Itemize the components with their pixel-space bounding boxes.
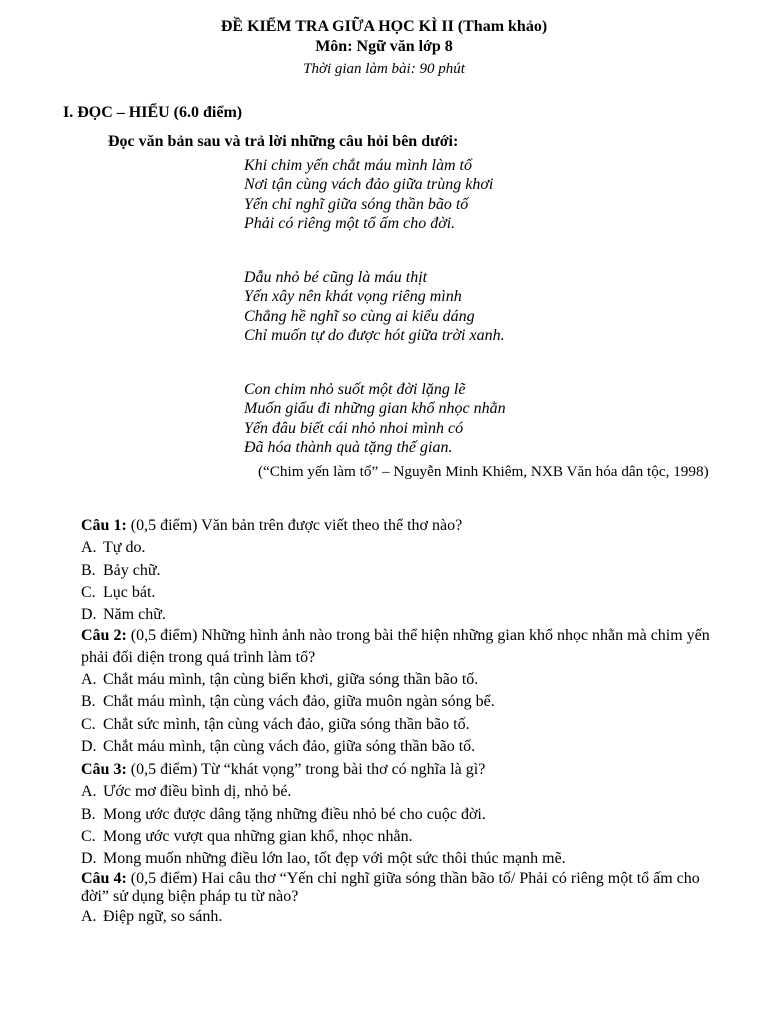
- poem-line: Khi chim yến chắt máu mình làm tổ: [244, 157, 472, 174]
- option-text: Chắt máu mình, tận cùng vách đảo, giữa muôn ngàn sóng bể.: [103, 693, 495, 711]
- option-letter: A.: [81, 671, 97, 688]
- option-letter: B.: [81, 805, 96, 823]
- option-letter: C.: [81, 827, 96, 845]
- option-letter: D.: [81, 606, 97, 624]
- option-letter: B.: [81, 693, 96, 711]
- answer-option-c: [81, 826, 711, 848]
- option-letter: D.: [81, 850, 97, 868]
- question-label: Câu 3:: [81, 761, 127, 778]
- option-letter: A.: [81, 539, 97, 557]
- answer-option-a: [81, 906, 711, 928]
- poem-line: Con chim nhỏ suốt một đời lặng lẽ: [244, 381, 466, 398]
- exam-subject: Môn: Ngữ văn lớp 8: [315, 38, 453, 55]
- question-text: (0,5 điểm) Văn bản trên được viết theo thể thơ nào?: [126, 517, 463, 534]
- poem-line: Yến đâu biết cái nhỏ nhoi mình có: [244, 419, 464, 437]
- answer-option-c: [81, 582, 711, 604]
- option-text: Năm chữ.: [103, 606, 166, 624]
- question-label: Câu 2:: [81, 627, 127, 644]
- option-letter: C.: [81, 715, 96, 733]
- section-heading: I. ĐỌC – HIỂU (6.0 điểm): [63, 104, 243, 121]
- answer-option-b: [81, 691, 711, 713]
- answer-option-a: [81, 669, 711, 691]
- poem-line: Nơi tận cùng vách đảo giữa trùng khơi: [244, 176, 494, 194]
- exam-time: Thời gian làm bài: 90 phút: [303, 61, 465, 77]
- option-text: Ước mơ điều bình dị, nhỏ bé.: [103, 783, 292, 801]
- poem-stanza: [244, 268, 505, 345]
- answer-option-b: [81, 804, 711, 826]
- option-text: Mong ước được dâng tặng những điều nhỏ bé cho cuộc đời.: [103, 805, 486, 823]
- question-prompt: [81, 515, 711, 537]
- option-letter: A.: [81, 783, 97, 801]
- question-1: [81, 515, 711, 626]
- option-letter: C.: [81, 583, 96, 601]
- option-text: Bảy chữ.: [103, 561, 161, 579]
- answer-option-c: [81, 714, 711, 736]
- poem-stanza: [244, 156, 493, 233]
- option-letter: D.: [81, 737, 97, 755]
- answer-option-d: [81, 848, 711, 870]
- poem-line: Phải có riêng một tổ ấm cho đời.: [244, 214, 456, 232]
- question-prompt: [81, 870, 711, 906]
- poem-source: (“Chim yến làm tổ” – Nguyễn Minh Khiêm, NXB Văn hóa dân tộc, 1998): [258, 463, 709, 480]
- question-prompt: [81, 625, 711, 669]
- question-4: [81, 870, 711, 928]
- question-2: [81, 625, 711, 758]
- option-letter: A.: [81, 908, 97, 925]
- poem-line: Yến chỉ nghĩ giữa sóng thần bão tố: [244, 195, 469, 213]
- answer-option-b: [81, 560, 711, 582]
- question-text: (0,5 điểm) Những hình ảnh nào trong bài thể hiện những gian khổ nhọc nhằn mà chim yến phải đối diện trong quá trình làm tổ?: [81, 627, 710, 666]
- reading-instruction: Đọc văn bản sau và trả lời những câu hỏi bên dưới:: [108, 133, 459, 150]
- answer-option-d: [81, 604, 711, 626]
- answer-option-a: [81, 537, 711, 559]
- poem-line: Đã hóa thành quà tặng thế gian.: [244, 438, 453, 456]
- poem-stanza: [244, 380, 506, 457]
- answer-option-a: [81, 781, 711, 803]
- option-text: Điệp ngữ, so sánh.: [103, 908, 223, 925]
- question-text: (0,5 điểm) Từ “khát vọng” trong bài thơ có nghĩa là gì?: [126, 761, 486, 778]
- poem-line: Yến xây nên khát vọng riêng mình: [244, 288, 462, 306]
- exam-title: ĐỀ KIỂM TRA GIỮA HỌC KÌ II (Tham khảo): [220, 18, 548, 35]
- option-text: Chắt máu mình, tận cùng biển khơi, giữa sóng thần bão tố.: [103, 671, 479, 688]
- option-letter: B.: [81, 561, 96, 579]
- answer-option-d: [81, 736, 711, 758]
- option-text: Mong muốn những điều lớn lao, tốt đẹp với một sức thôi thúc mạnh mẽ.: [103, 850, 566, 868]
- poem-line: Dẫu nhỏ bé cũng là máu thịt: [244, 269, 428, 286]
- poem-line: Muốn giấu đi những gian khổ nhọc nhằn: [244, 400, 506, 418]
- option-text: Chắt sức mình, tận cùng vách đảo, giữa sóng thần bão tố.: [103, 715, 470, 733]
- question-label: Câu 4:: [81, 870, 127, 887]
- option-text: Mong ước vượt qua những gian khổ, nhọc nhằn.: [103, 827, 413, 845]
- poem-line: Chẳng hề nghĩ so cùng ai kiểu dáng: [244, 307, 475, 325]
- option-text: Chắt máu mình, tận cùng vách đảo, giữa sóng thần bão tố.: [103, 737, 476, 755]
- poem-line: Chỉ muốn tự do được hót giữa trời xanh.: [244, 326, 505, 344]
- question-3: [81, 759, 711, 870]
- question-text: (0,5 điểm) Hai câu thơ “Yến chỉ nghĩ giữa sóng thần bão tố/ Phải có riêng một tổ ấm cho đời” sử dụng biện pháp tu từ nào?: [81, 870, 700, 905]
- option-text: Lục bát.: [103, 583, 156, 601]
- question-label: Câu 1:: [81, 517, 127, 534]
- option-text: Tự do.: [103, 539, 146, 557]
- question-prompt: [81, 759, 711, 781]
